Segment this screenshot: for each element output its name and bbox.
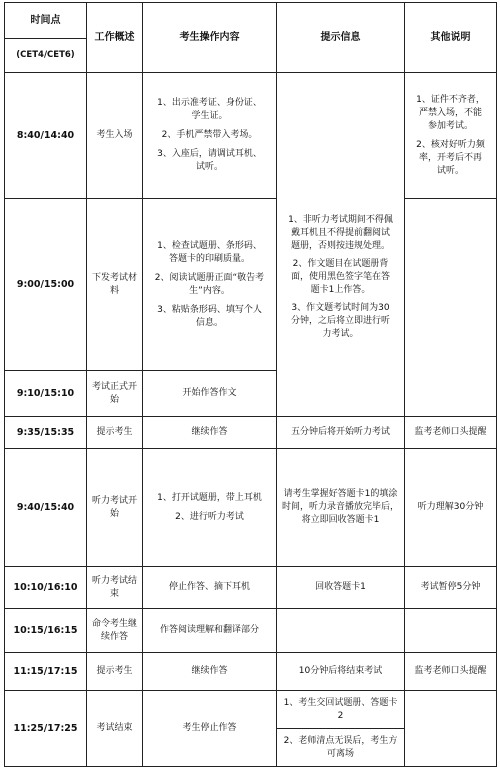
other-cell [405, 73, 497, 199]
header-ops: 考生操作内容 [143, 3, 277, 73]
hint-item: 2、作文题目在试题册背面，使用黑色签字笔在答题卡1上作答。 [290, 259, 390, 295]
time-cell: 8:40/14:40 [5, 73, 87, 199]
ops-item: 2、手机严禁带入考场。 [161, 130, 258, 140]
ops-cell: 开始作答作文 [143, 371, 277, 417]
header-time-sub: (CET4/CET6) [5, 39, 87, 73]
table-row [5, 691, 497, 729]
other-cell-empty [405, 609, 497, 653]
hint-cell: 10分钟后将结束考试 [277, 653, 405, 691]
hint-item: 1、非听力考试期间不得佩戴耳机且不得提前翻阅试题册，否则按违规处理。 [288, 215, 393, 251]
ops-cell: 继续作答 [143, 417, 277, 449]
overview-cell: 考生入场 [87, 73, 143, 199]
ops-item: 1、检查试题册、条形码、答题卡的印刷质量。 [157, 240, 262, 264]
ops-item: 3、粘贴条形码、填写个人信息。 [157, 304, 262, 328]
other-cell: 监考老师口头提醒 [405, 417, 497, 449]
table-row [5, 449, 497, 567]
time-cell: 9:00/15:00 [5, 199, 87, 371]
hint-cell: 请考生掌握好答题卡1的填涂时间，听力录音播放完毕后，将立即回收答题卡1 [277, 449, 405, 567]
hint-cell: 2、老师清点无误后，考生方可离场 [277, 729, 405, 767]
ops-cell [143, 73, 277, 199]
hint-item: 3、作文题考试时间为30分钟，之后将立即进行听力考试。 [290, 303, 390, 339]
table-row [5, 609, 497, 653]
other-cell: 监考老师口头提醒 [405, 653, 497, 691]
header-other: 其他说明 [405, 3, 497, 73]
ops-cell: 考生停止作答 [143, 691, 277, 767]
table-row [5, 73, 497, 199]
time-cell: 10:15/16:15 [5, 609, 87, 653]
header-overview: 工作概述 [87, 3, 143, 73]
other-cell-empty [405, 691, 497, 767]
hint-cell-empty [277, 609, 405, 653]
table-row [5, 567, 497, 609]
ops-cell: 作答阅读理解和翻译部分 [143, 609, 277, 653]
ops-cell [143, 199, 277, 371]
overview-cell: 考试正式开始 [87, 371, 143, 417]
table-row [5, 653, 497, 691]
other-cell: 听力理解30分钟 [405, 449, 497, 567]
hint-cell: 回收答题卡1 [277, 567, 405, 609]
ops-item: 1、打开试题册，带上耳机 [157, 492, 262, 503]
time-cell: 11:15/17:15 [5, 653, 87, 691]
hint-cell: 1、考生交回试题册、答题卡2 [277, 691, 405, 729]
other-cell-empty [405, 199, 497, 417]
overview-cell: 命令考生继续作答 [87, 609, 143, 653]
overview-cell: 考试结束 [87, 691, 143, 767]
other-item: 2、核对好听力频率，开考后不再试听。 [416, 139, 485, 176]
time-cell: 9:40/15:40 [5, 449, 87, 567]
ops-cell: 继续作答 [143, 653, 277, 691]
overview-cell: 听力考试开始 [87, 449, 143, 567]
table-row [5, 417, 497, 449]
overview-cell: 提示考生 [87, 417, 143, 449]
ops-item: 3、入座后，请调试耳机、试听。 [157, 149, 262, 172]
time-cell: 11:25/17:25 [5, 691, 87, 767]
overview-cell: 下发考试材料 [87, 199, 143, 371]
overview-cell: 提示考生 [87, 653, 143, 691]
time-cell: 10:10/16:10 [5, 567, 87, 609]
hint-cell [277, 73, 405, 417]
ops-item: 2、进行听力考试 [175, 511, 244, 522]
header-time: 时间点 [5, 3, 87, 39]
hint-cell: 五分钟后将开始听力考试 [277, 417, 405, 449]
time-cell: 9:35/15:35 [5, 417, 87, 449]
other-item: 1、证件不齐者，严禁入场，不能参加考试。 [416, 94, 485, 131]
schedule-table [4, 2, 497, 767]
ops-item: 2、阅读试题册正面“敬告考生”内容。 [154, 272, 265, 296]
table-row [5, 199, 497, 371]
time-cell: 9:10/15:10 [5, 371, 87, 417]
other-cell: 考试暂停5分钟 [405, 567, 497, 609]
ops-cell [143, 449, 277, 567]
ops-item: 1、出示准考证、身份证、学生证。 [157, 98, 262, 121]
header-hint: 提示信息 [277, 3, 405, 73]
overview-cell: 听力考试结束 [87, 567, 143, 609]
ops-cell: 停止作答、摘下耳机 [143, 567, 277, 609]
exam-schedule [4, 2, 496, 766]
